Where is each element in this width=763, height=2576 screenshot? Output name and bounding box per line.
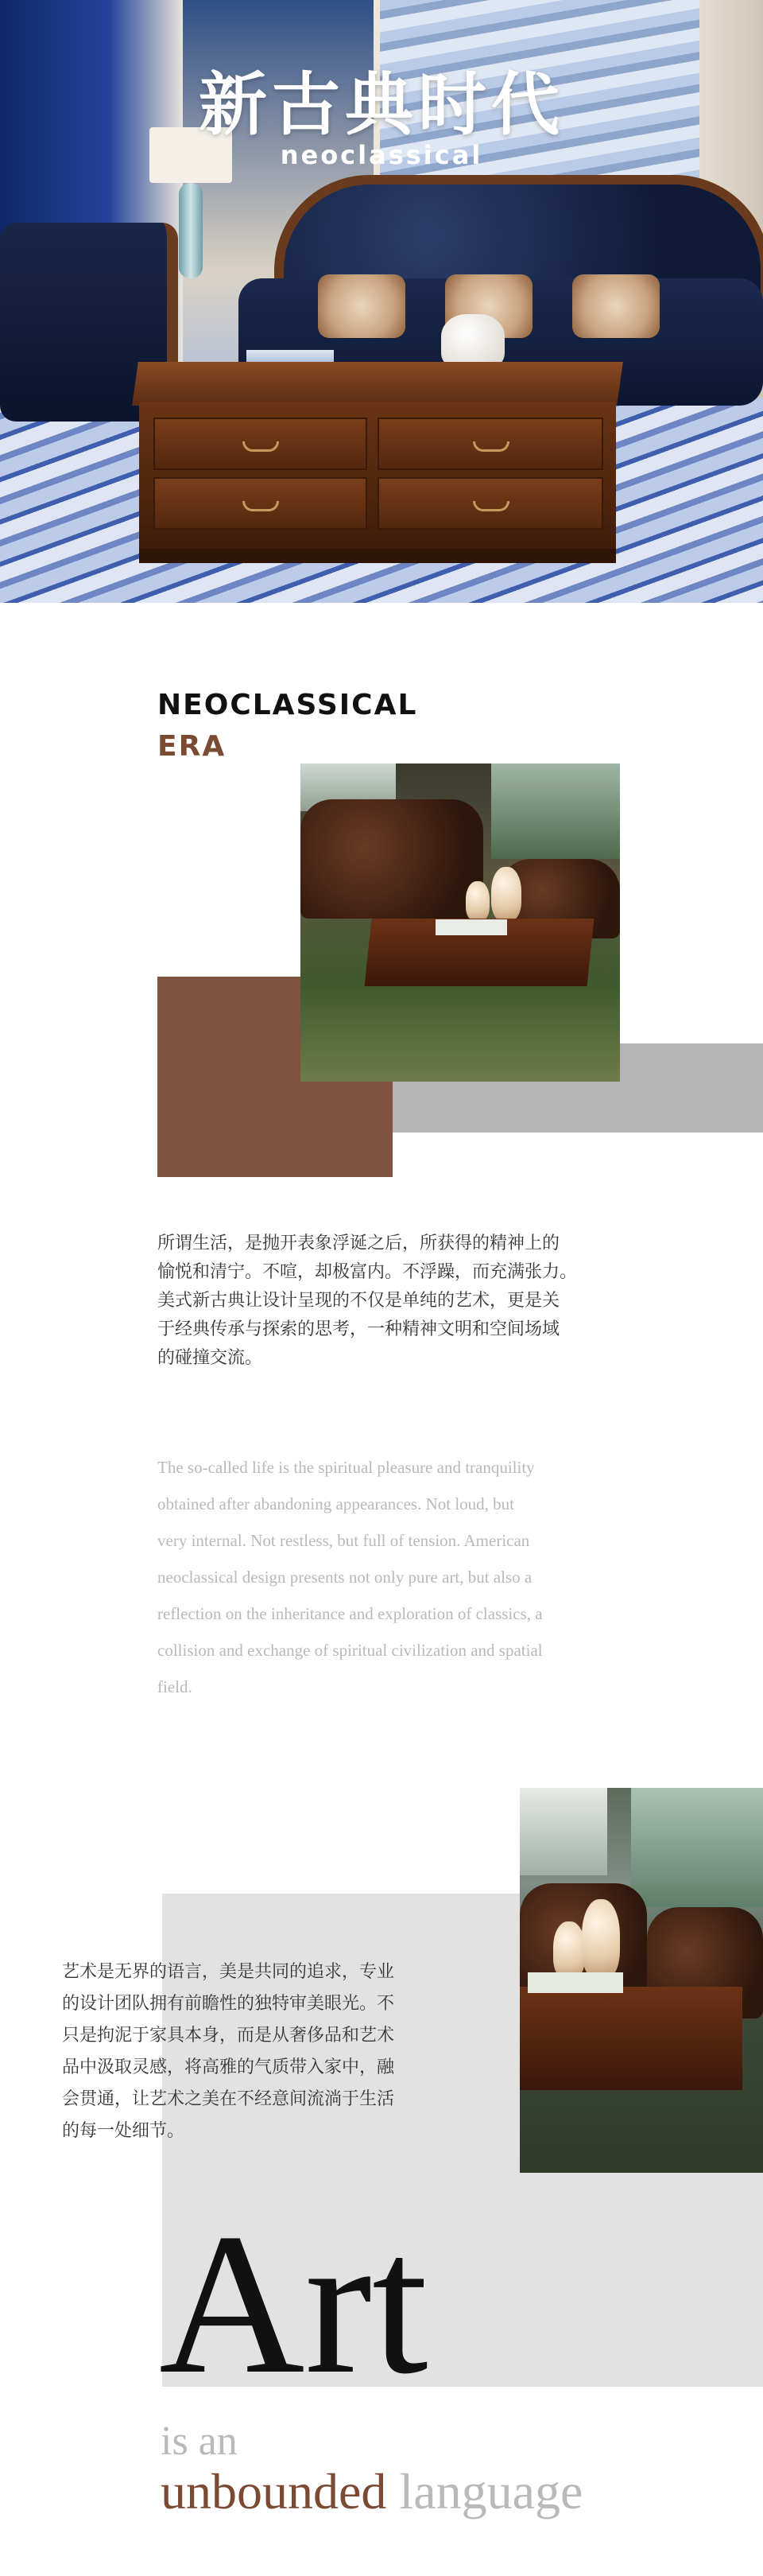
text-line: neoclassical design presents not only pure art, but also a [157,1568,533,1587]
text-line: field. [157,1677,192,1696]
furniture-detail-photo [520,1788,763,2173]
table-drawer [153,418,367,470]
text-line: reflection on the inheritance and exploration of classics, a [157,1604,543,1623]
text-line: 会贯通，让艺术之美在不经意间流淌于生活 [62,2089,395,2109]
photo-coffee-table [520,1987,742,2090]
table-drawer [378,418,603,470]
tagline-line1: is an [161,2419,238,2464]
text-line: 艺术是无界的语言，美是共同的追求，专业 [62,1962,395,1982]
table-drawer [378,477,603,530]
art-paragraph-zh [62,1956,458,2147]
photo-window [520,1788,607,1875]
section-heading-line1: NEOCLASSICAL [157,689,418,721]
hero-subtitle: neoclassical [280,140,483,170]
text-line: 美式新古典让设计呈现的不仅是单纯的艺术，更是关 [157,1291,560,1311]
text-line: 的碰撞交流。 [157,1348,263,1368]
photo-plant-window [491,763,620,859]
intro-paragraph-en [157,1449,622,1705]
photo-plant-window [631,1788,763,1907]
photo-vase [553,1921,585,1979]
art-display-word: Art [159,2192,428,2415]
photo-leather-sofa [300,799,483,919]
drawer-handle [242,501,279,511]
tagline-word-unbounded: unbounded [161,2463,387,2520]
text-line: 所谓生活，是抛开表象浮诞之后，所获得的精神上的 [157,1234,560,1253]
text-line: 品中汲取灵感，将高雅的气质带入家中，融 [62,2057,395,2077]
tagline-word-language: language [399,2463,583,2520]
text-line: obtained after abandoning appearances. Not loud, but [157,1494,515,1513]
hero-lamp-base [179,183,203,278]
table-drawer [153,477,367,530]
drawer-handle [242,441,279,452]
hero-banner [0,0,763,603]
photo-vase [582,1899,620,1979]
photo-tray [436,919,507,935]
hero-pillow [572,274,660,338]
text-line: 只是拘泥于家具本身，而是从奢侈品和艺术 [62,2026,395,2046]
photo-tray [528,1972,623,1993]
text-line: 愉悦和清宁。不喧，却极富内。不浮躁，而充满张力。 [157,1262,578,1282]
tagline-line2 [161,2461,583,2522]
text-line: very internal. Not restless, but full of tension. American [157,1531,530,1550]
hero-pillow [318,274,405,338]
text-line: The so-called life is the spiritual pleasure and tranquility [157,1458,535,1477]
drawer-handle [473,501,509,511]
photo-vase [491,867,521,921]
drawer-handle [473,441,509,452]
hero-coffee-table-top [132,362,623,406]
hero-title: 新古典时代 [199,65,564,145]
section-heading-line2: ERA [157,730,227,763]
hero-coffee-table [139,402,616,563]
text-line: collision and exchange of spiritual civilization and spatial [157,1641,543,1660]
living-room-photo [300,763,620,1082]
intro-paragraph-zh [157,1230,622,1373]
photo-vase [466,881,490,921]
text-line: 于经典传承与探索的思考，一种精神文明和空间场域 [157,1319,560,1339]
text-line: 的每一处细节。 [62,2121,185,2141]
text-line: 的设计团队拥有前瞻性的独特审美眼光。不 [62,1994,395,2014]
